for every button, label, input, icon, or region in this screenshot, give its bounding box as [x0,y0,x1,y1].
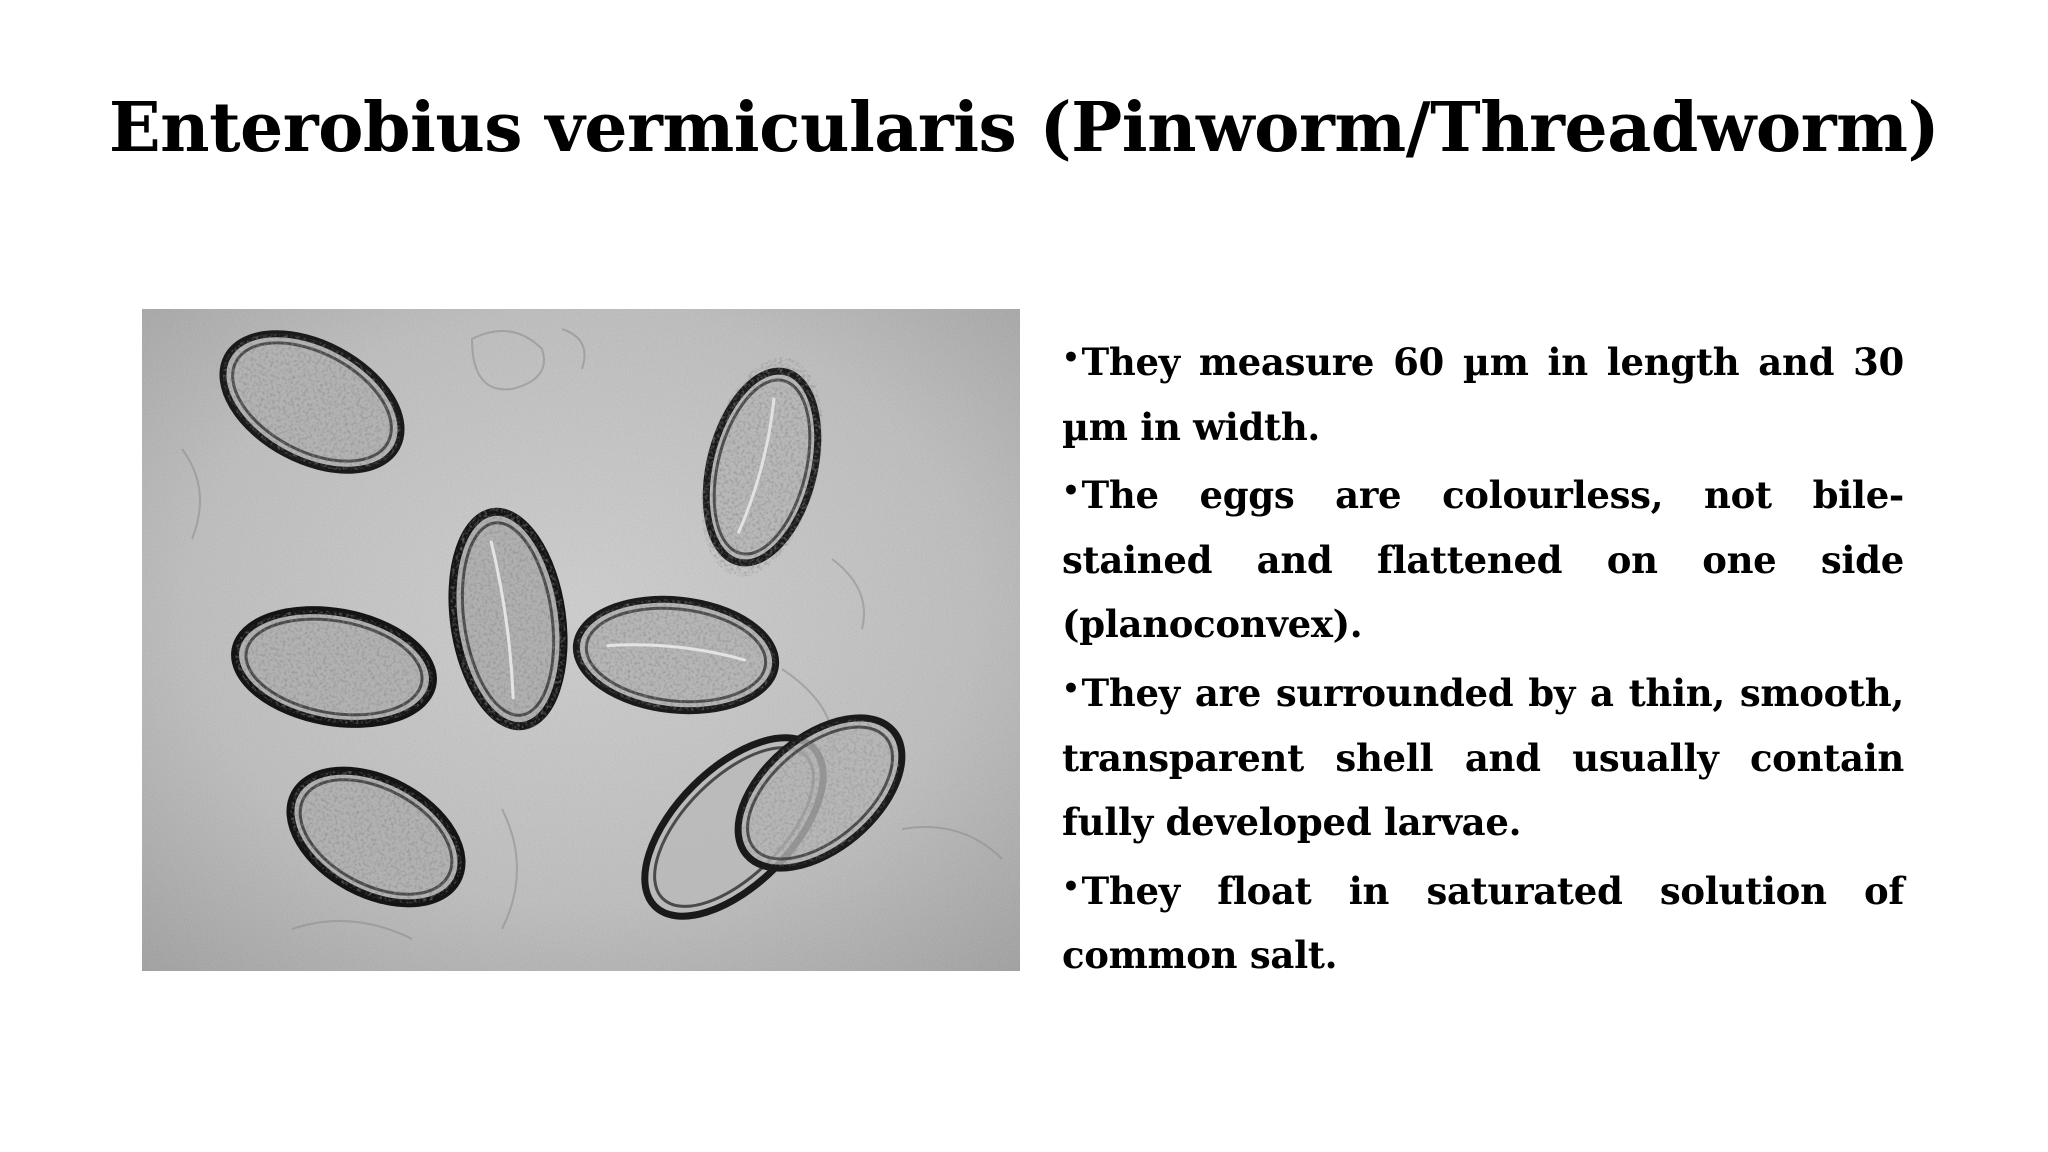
bullet-item-2 [1062,459,1904,657]
slide-title: Enterobius vermicularis (Pinworm/Threadworm) [108,88,1940,168]
bullet-text: The eggs are colourless, not bile-stained and flattened on one side (planoconvex). [1062,473,1904,647]
bullet-text: They measure 60 µm in length and 30 µm in width. [1062,340,1904,449]
bullet-text: They are surrounded by a thin, smooth, transparent shell and usually contain fully developed larvae. [1062,670,1904,845]
egg-micrograph-image [142,309,1020,971]
bullet-symbol: • [1062,671,1080,705]
bullet-item-4 [1062,855,1904,988]
bullet-item-1 [1062,326,1904,459]
bullet-symbol: • [1062,474,1080,508]
bullet-list [1062,326,1904,988]
micrograph-illustration [142,309,1020,971]
bullet-item-3 [1062,657,1904,855]
bullet-symbol: • [1062,869,1080,903]
bullet-text: They float in saturated solution of common salt. [1062,868,1904,978]
bullet-symbol: • [1062,341,1080,374]
